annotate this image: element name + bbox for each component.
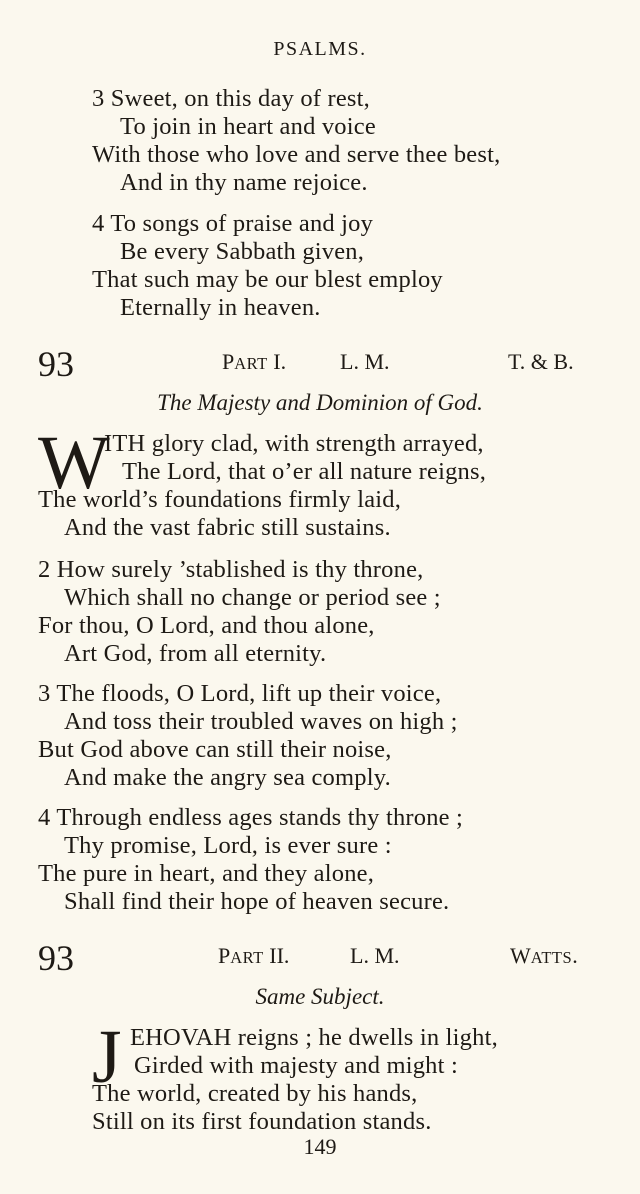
- verse-line: But God above can still their noise,: [38, 736, 392, 763]
- verse-line: ITH glory clad, with strength arrayed,: [104, 430, 484, 457]
- drop-cap: W: [38, 421, 110, 505]
- verse-line: Shall find their hope of heaven secure.: [64, 888, 450, 915]
- verse-line: And toss their troubled waves on high ;: [64, 708, 458, 735]
- hymn-meter: L. M.: [340, 349, 390, 374]
- verse-line: The world’s foundations firmly laid,: [38, 486, 402, 513]
- verse-line: Still on its first foundation stands.: [92, 1108, 432, 1135]
- verse-line: Be every Sabbath given,: [120, 238, 365, 265]
- verse-line: The pure in heart, and they alone,: [38, 860, 375, 887]
- verse-line: Girded with majesty and might :: [134, 1052, 458, 1079]
- verse-line: To join in heart and voice: [120, 113, 376, 140]
- hymn-meter: L. M.: [350, 943, 400, 968]
- verse-line: And make the angry sea comply.: [64, 764, 391, 791]
- hymn-tune: WATTS.: [510, 943, 578, 968]
- drop-cap: J: [92, 1015, 122, 1099]
- verse-line: And in thy name rejoice.: [120, 169, 368, 196]
- verse-line: EHOVAH reigns ; he dwells in light,: [130, 1024, 498, 1051]
- verse-line: With those who love and serve thee best,: [92, 141, 501, 168]
- verse-line: 3 The floods, O Lord, lift up their voice,: [38, 680, 442, 707]
- verse-line: 2 How surely ’stablished is thy throne,: [38, 556, 424, 583]
- verse-line: 4 Through endless ages stands thy throne ;: [38, 804, 464, 831]
- verse-line: Thy promise, Lord, is ever sure :: [64, 832, 392, 859]
- hymn-number: 93: [38, 938, 74, 978]
- verse-line: Art God, from all eternity.: [64, 640, 327, 667]
- verse-line: 4 To songs of praise and joy: [92, 210, 374, 237]
- verse-line: Which shall no change or period see ;: [64, 584, 441, 611]
- hymn-number: 93: [38, 344, 74, 384]
- page-header: PSALMS.: [273, 38, 367, 60]
- page-number: 149: [303, 1134, 337, 1159]
- hymn-title: Same Subject.: [255, 984, 385, 1009]
- verse-line: Eternally in heaven.: [120, 294, 321, 321]
- verse-line: And the vast fabric still sustains.: [64, 514, 391, 541]
- hymn-part: PART I.: [222, 349, 287, 374]
- hymn-part: PART II.: [218, 943, 290, 968]
- verse-line: For thou, O Lord, and thou alone,: [38, 612, 375, 639]
- verse-line: The world, created by his hands,: [92, 1080, 418, 1107]
- hymn-title: The Majesty and Dominion of God.: [157, 390, 483, 415]
- verse-line: That such may be our blest employ: [92, 266, 443, 293]
- verse-line: The Lord, that o’er all nature reigns,: [122, 458, 487, 485]
- hymn-tune: T. & B.: [508, 349, 574, 374]
- verse-line: 3 Sweet, on this day of rest,: [92, 85, 370, 112]
